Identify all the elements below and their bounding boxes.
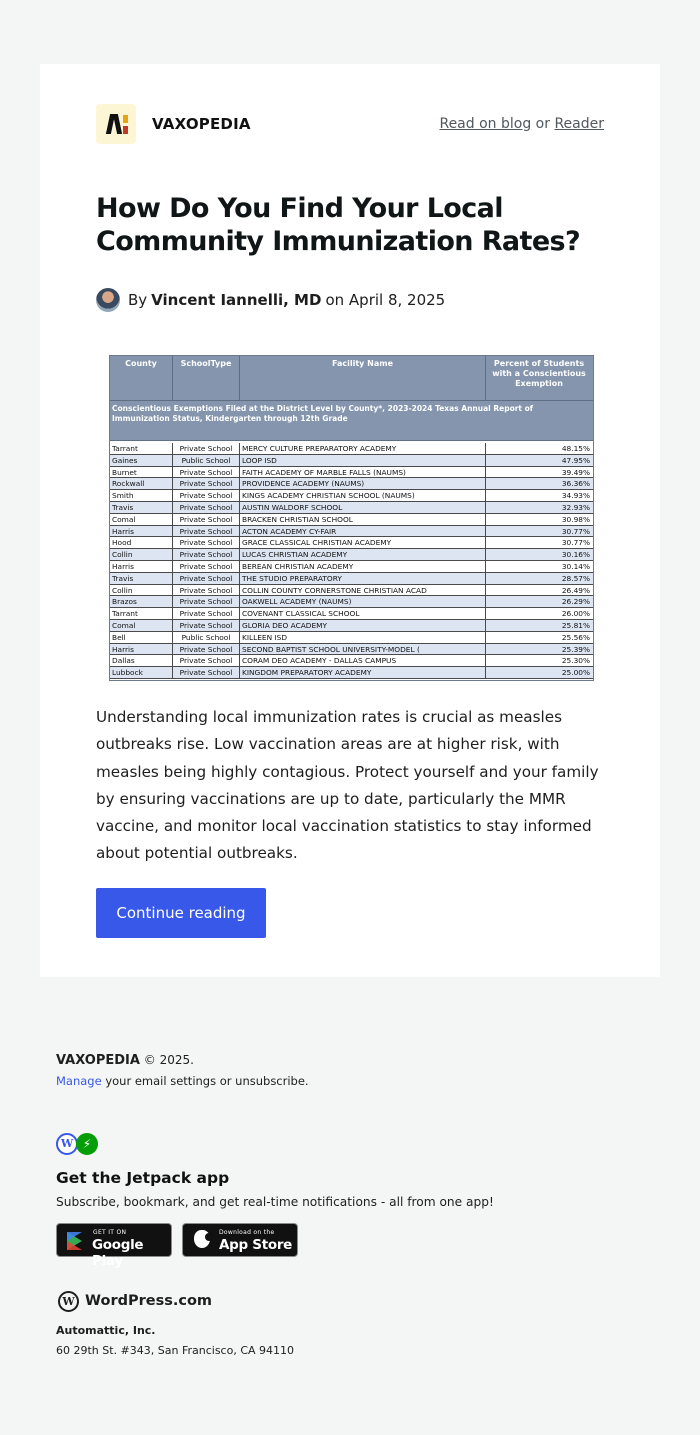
figure-table-row <box>110 502 593 514</box>
figure-cell-facility-name: AUSTIN WALDORF SCHOOL <box>240 502 486 513</box>
figure-header-county: County <box>110 356 173 400</box>
figure-cell-percent: 48.15% <box>561 444 590 453</box>
figure-table-row <box>110 549 593 561</box>
figure-cell-county: Comal <box>110 620 173 631</box>
footer-copyright-text: © 2025. <box>143 1053 194 1067</box>
figure-cell-county: Gaines <box>110 455 173 466</box>
figure-cell-school-type: Private School <box>173 561 240 572</box>
figure-cell-school-type: Private School <box>173 644 240 655</box>
site-name[interactable]: VAXOPEDIA <box>152 115 251 133</box>
google-play-label: Google Play <box>92 1237 144 1269</box>
figure-cell-percent: 30.77% <box>561 538 590 548</box>
site-logo-icon[interactable] <box>96 104 136 144</box>
figure-cell-facility-name: KILLEEN ISD <box>240 632 486 643</box>
figure-cell-county: Lubbock <box>110 667 173 678</box>
figure-cell-percent: 26.49% <box>561 585 590 595</box>
top-links <box>439 116 604 132</box>
figure-cell-percent: 25.39% <box>561 644 590 654</box>
figure-cell-facility-name: GLORIA DEO ACADEMY <box>240 620 486 631</box>
figure-cell-facility-name: GRACE CLASSICAL CHRISTIAN ACADEMY <box>240 537 486 548</box>
figure-cell-school-type: Private School <box>173 478 240 489</box>
figure-cell-school-type: Private School <box>173 549 240 560</box>
figure-rows <box>110 443 593 679</box>
manage-link[interactable]: Manage <box>56 1074 102 1088</box>
figure-table-row <box>110 620 593 632</box>
figure-table-row <box>110 455 593 467</box>
footer-copyright <box>56 1053 309 1068</box>
figure-cell-percent: 30.14% <box>561 561 590 571</box>
figure-table-row <box>110 667 593 679</box>
figure-cell-percent: 25.00% <box>561 668 590 678</box>
figure-header-percent: Percent of Students with a Conscientious Exemption <box>492 359 586 388</box>
figure-cell-school-type: Private School <box>173 620 240 631</box>
figure-cell-facility-name: BEREAN CHRISTIAN ACADEMY <box>240 561 486 572</box>
figure-cell-facility-name: PROVIDENCE ACADEMY (NAUMS) <box>240 478 486 489</box>
figure-cell-percent: 26.29% <box>561 597 590 607</box>
figure-table-row <box>110 585 593 597</box>
figure-cell-school-type: Private School <box>173 655 240 666</box>
figure-cell-county: Smith <box>110 490 173 501</box>
figure-cell-county: Tarrant <box>110 443 173 454</box>
figure-cell-facility-name: KINGS ACADEMY CHRISTIAN SCHOOL (NAUMS) <box>240 490 486 501</box>
figure-cell-school-type: Private School <box>173 585 240 596</box>
read-on-blog-link[interactable]: Read on blog <box>439 116 532 132</box>
figure-table-row <box>110 478 593 490</box>
figure-cell-school-type: Private School <box>173 667 240 678</box>
figure-cell-school-type: Private School <box>173 537 240 548</box>
figure-cell-school-type: Private School <box>173 467 240 478</box>
jetpack-subtitle: Subscribe, bookmark, and get real-time notifications - all from one app! <box>56 1195 494 1209</box>
company-address: 60 29th St. #343, San Francisco, CA 94110 <box>56 1344 295 1357</box>
figure-cell-facility-name: COVENANT CLASSICAL SCHOOL <box>240 608 486 619</box>
figure-cell-facility-name: BRACKEN CHRISTIAN SCHOOL <box>240 514 486 525</box>
figure-cell-school-type: Private School <box>173 443 240 454</box>
figure-cell-facility-name: CORAM DEO ACADEMY - DALLAS CAMPUS <box>240 655 486 666</box>
figure-cell-school-type: Private School <box>173 514 240 525</box>
author-name: Vincent Iannelli, MD <box>151 291 322 309</box>
byline-on: on <box>325 291 345 309</box>
jetpack-icon: ⚡ <box>76 1133 98 1155</box>
figure-cell-facility-name: COLLIN COUNTY CORNERSTONE CHRISTIAN ACAD <box>240 585 486 596</box>
figure-cell-facility-name: ACTON ACADEMY CY-FAIR <box>240 526 486 537</box>
figure-cell-percent: 25.81% <box>561 620 590 630</box>
figure-cell-county: Burnet <box>110 467 173 478</box>
figure-cell-county: Collin <box>110 585 173 596</box>
wordpress-logo-icon: W <box>58 1291 79 1312</box>
figure-table-row <box>110 526 593 538</box>
reader-link[interactable]: Reader <box>554 116 604 132</box>
figure-cell-percent: 39.49% <box>561 467 590 477</box>
figure-cell-percent: 30.77% <box>561 526 590 536</box>
figure-cell-county: Bell <box>110 632 173 643</box>
figure-cell-school-type: Private School <box>173 596 240 607</box>
figure-table-row <box>110 644 593 656</box>
figure-cell-percent: 25.30% <box>561 656 590 666</box>
figure-cell-facility-name: LOOP ISD <box>240 455 486 466</box>
figure-cell-facility-name: THE STUDIO PREPARATORY <box>240 573 486 584</box>
post-date: April 8, 2025 <box>348 291 446 309</box>
app-store-label: App Store <box>219 1237 293 1253</box>
figure-cell-county: Tarrant <box>110 608 173 619</box>
figure-cell-percent: 34.93% <box>561 491 590 501</box>
figure-table-row <box>110 655 593 667</box>
jetpack-icons <box>56 1133 98 1155</box>
footer-manage <box>56 1074 309 1088</box>
figure-cell-school-type: Private School <box>173 502 240 513</box>
figure-cell-percent: 32.93% <box>561 502 590 512</box>
footer-site-name[interactable]: VAXOPEDIA <box>56 1053 140 1068</box>
figure-table-row <box>110 537 593 549</box>
continue-reading-button[interactable]: Continue reading <box>96 888 266 938</box>
app-store-small: Download on the <box>219 1229 275 1236</box>
figure-table-row <box>110 573 593 585</box>
figure-cell-county: Harris <box>110 526 173 537</box>
wordpress-com-logo[interactable] <box>58 1290 212 1312</box>
figure-caption: Conscientious Exemptions Filed at the District Level by County*, 2023-2024 Texas Annual Report of Immunization Status, Kindergarten through 12th Grade <box>110 400 593 441</box>
jetpack-title: Get the Jetpack app <box>56 1169 230 1187</box>
figure-cell-county: Travis <box>110 573 173 584</box>
post-title[interactable]: How Do You Find Your Local Community Immunization Rates? <box>96 193 581 257</box>
figure-table-row <box>110 596 593 608</box>
figure-table-row <box>110 443 593 455</box>
or-text: or <box>535 116 550 132</box>
google-play-small: GET IT ON <box>93 1229 127 1236</box>
figure-cell-county: Dallas <box>110 655 173 666</box>
company-name: Automattic, Inc. <box>56 1324 156 1337</box>
figure-cell-percent: 26.00% <box>561 609 590 619</box>
figure-cell-county: Collin <box>110 549 173 560</box>
figure-table-row <box>110 608 593 620</box>
figure-cell-school-type: Private School <box>173 573 240 584</box>
figure-header-schooltype: SchoolType <box>173 356 240 400</box>
figure-cell-county: Rockwall <box>110 478 173 489</box>
figure-cell-school-type: Private School <box>173 526 240 537</box>
figure-cell-facility-name: KINGDOM PREPARATORY ACADEMY <box>240 667 486 678</box>
figure-cell-facility-name: LUCAS CHRISTIAN ACADEMY <box>240 549 486 560</box>
wordpress-icon: W <box>56 1133 78 1155</box>
figure-table-row <box>110 514 593 526</box>
post-excerpt: Understanding local immunization rates is crucial as measles outbreaks rise. Low vaccination areas are at higher risk, with measles being highly contagious. Protect yourself and your family by ensuring vaccinations are up to date, particularly the MMR vaccine, and monitor local vaccination statistics to stay informed about potential outbreaks. <box>96 708 599 863</box>
figure-cell-county: Hood <box>110 537 173 548</box>
figure-cell-school-type: Public School <box>173 632 240 643</box>
figure-table-row <box>110 561 593 573</box>
figure-cell-percent: 47.95% <box>561 455 590 465</box>
figure-cell-facility-name: OAKWELL ACADEMY (NAUMS) <box>240 596 486 607</box>
figure-cell-facility-name: SECOND BAPTIST SCHOOL UNIVERSITY-MODEL ( <box>240 644 486 655</box>
manage-text: your email settings or unsubscribe. <box>105 1074 309 1088</box>
figure-cell-percent: 25.56% <box>561 632 590 642</box>
byline-by: By <box>128 291 148 309</box>
figure-cell-county: Comal <box>110 514 173 525</box>
figure-cell-facility-name: FAITH ACADEMY OF MARBLE FALLS (NAUMS) <box>240 467 486 478</box>
figure-cell-percent: 30.98% <box>561 514 590 524</box>
figure-table-row <box>110 467 593 479</box>
post-featured-image[interactable] <box>109 355 594 681</box>
figure-header-facility: Facility Name <box>240 356 486 400</box>
figure-cell-county: Harris <box>110 561 173 572</box>
footer-copyright-block <box>56 1053 309 1088</box>
figure-cell-county: Travis <box>110 502 173 513</box>
wordpress-com-text: WordPress.com <box>85 1293 213 1309</box>
figure-cell-school-type: Private School <box>173 490 240 501</box>
figure-cell-percent: 36.36% <box>561 479 590 489</box>
figure-header-row <box>110 356 593 400</box>
post-card <box>40 64 660 977</box>
figure-cell-school-type: Public School <box>173 455 240 466</box>
figure-cell-county: Brazos <box>110 596 173 607</box>
byline <box>96 288 445 312</box>
figure-table-row <box>110 490 593 502</box>
app-store-badge[interactable] <box>182 1223 298 1257</box>
figure-table-row <box>110 632 593 644</box>
author-avatar <box>96 288 120 312</box>
google-play-badge[interactable] <box>56 1223 172 1269</box>
figure-cell-school-type: Private School <box>173 608 240 619</box>
figure-cell-percent: 30.16% <box>561 550 590 560</box>
figure-cell-percent: 28.57% <box>561 573 590 583</box>
figure-cell-facility-name: MERCY CULTURE PREPARATORY ACADEMY <box>240 443 486 454</box>
figure-cell-county: Harris <box>110 644 173 655</box>
